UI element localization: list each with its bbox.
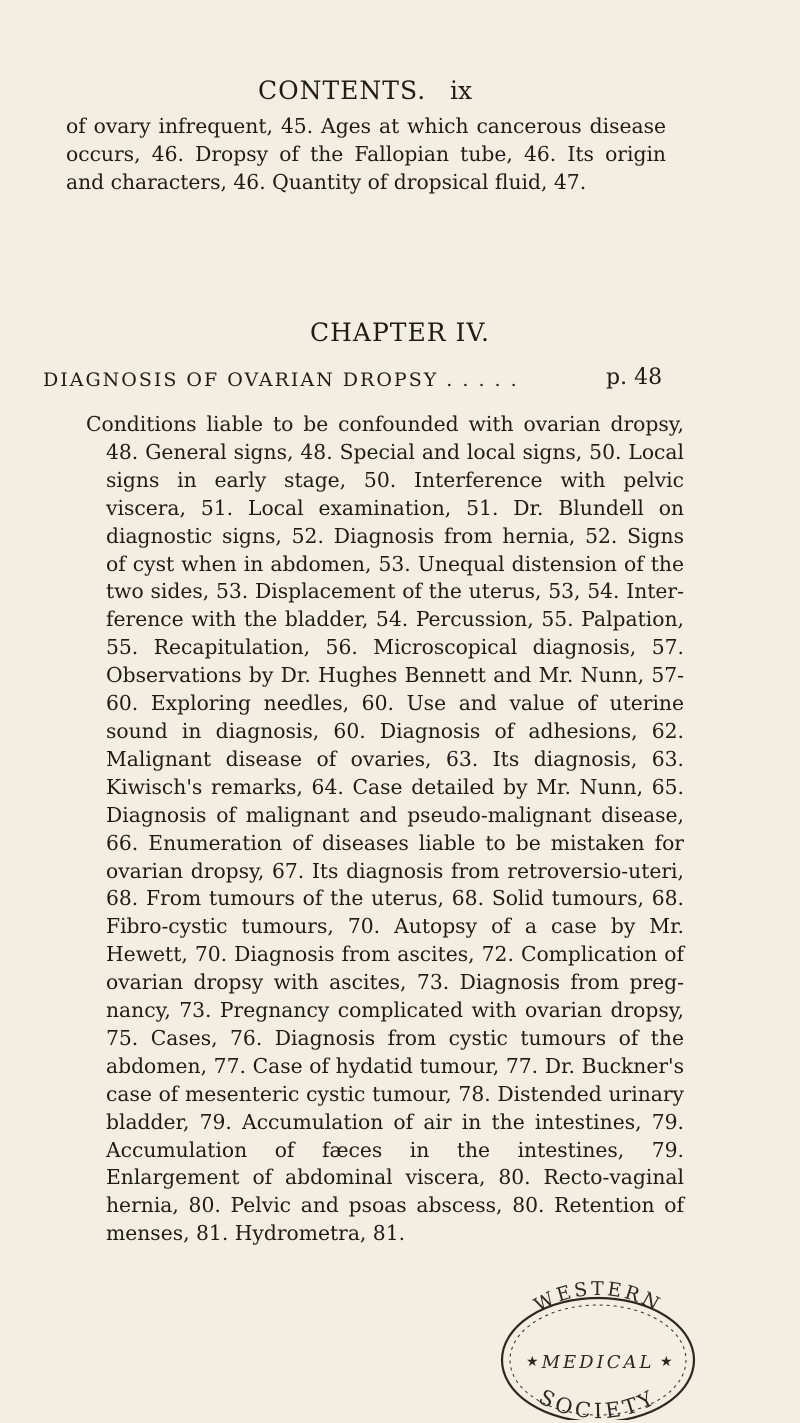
page-number: ix bbox=[450, 76, 473, 105]
stamp-middle-text: MEDICAL bbox=[541, 1352, 655, 1373]
chapter-page-ref: p. 48 bbox=[606, 365, 663, 390]
stamp-bottom-text: SOCIETY bbox=[534, 1384, 662, 1420]
library-stamp bbox=[488, 1280, 708, 1420]
chapter-heading: CHAPTER IV. bbox=[309, 318, 490, 347]
stamp-star-right-icon: ★ bbox=[660, 1354, 673, 1370]
running-head bbox=[0, 76, 800, 110]
chapter-synopsis: Conditions liable to be confounded with ovarian dropsy, 48. General signs, 48. Special and local signs, 50. Local signs in early stage, 50. Interference with pelvic viscera, 51. Local examination, 51. Dr. Blundell on diagnostic signs, 52. Diagnosis from hernia, 52. Signs of cyst when in abdomen, 53. Unequal distension of the two sides, 53. Displacement of the uterus, 53, 54. Interference with the bladder, 54. Percussion, 55. Palpation, 55. Recapitulation, 56. Microscopical diagnosis, 57. Observations by Dr. Hughes Bennett and Mr. Nunn, 57-60. Exploring needles, 60. Use and value of uterine sound in diagnosis, 60. Diagnosis of adhesions, 62. Malignant disease of ovaries, 63. Its diagnosis, 63. Kiwisch's remarks, 64. Case detailed by Mr. Nunn, 65. Diagnosis of malignant and pseudo-malignant disease, 66. Enumeration of diseases liable to be mistaken for ovarian dropsy, 67. Its diagnosis from retroversio-uteri, 68. From tumours of the uterus, 68. Solid tumours, 68. Fibro-cystic tumours, 70. Autopsy of a case by Mr. Hewett, 70. Diagnosis from ascites, 72. Complication of ovarian dropsy with ascites, 73. Diagnosis from pregnancy, 73. Pregnancy complicated with ovarian dropsy, 75. Cases, 76. Diagnosis from cystic tumours of the abdomen, 77. Case of hydatid tumour, 77. Dr. Buckner's case of mesenteric cystic tumour, 78. Distended urinary bladder, 79. Accumulation of air in the intestines, 79. Accumulation of fæces in the intestines, 79. Enlargement of abdominal viscera, 80. Recto-vaginal hernia, 80. Pelvic and psoas abscess, 80. Retention of menses, 81. Hydrometra, 81. bbox=[86, 412, 684, 1246]
stamp-star-left-icon: ★ bbox=[526, 1354, 539, 1370]
running-title: CONTENTS. bbox=[258, 76, 427, 105]
chapter-subject: DIAGNOSIS OF OVARIAN DROPSY . . . . . bbox=[43, 369, 519, 391]
chapter-subject-line bbox=[43, 367, 683, 397]
stamp-top-text: WESTERN bbox=[530, 1280, 666, 1317]
continuation-paragraph: of ovary infrequent, 45. Ages at which cancerous disease occurs, 46. Dropsy of the Fallopian tube, 46. Its origin and characters, 46. Quantity of dropsical fluid, 47. bbox=[66, 114, 666, 194]
